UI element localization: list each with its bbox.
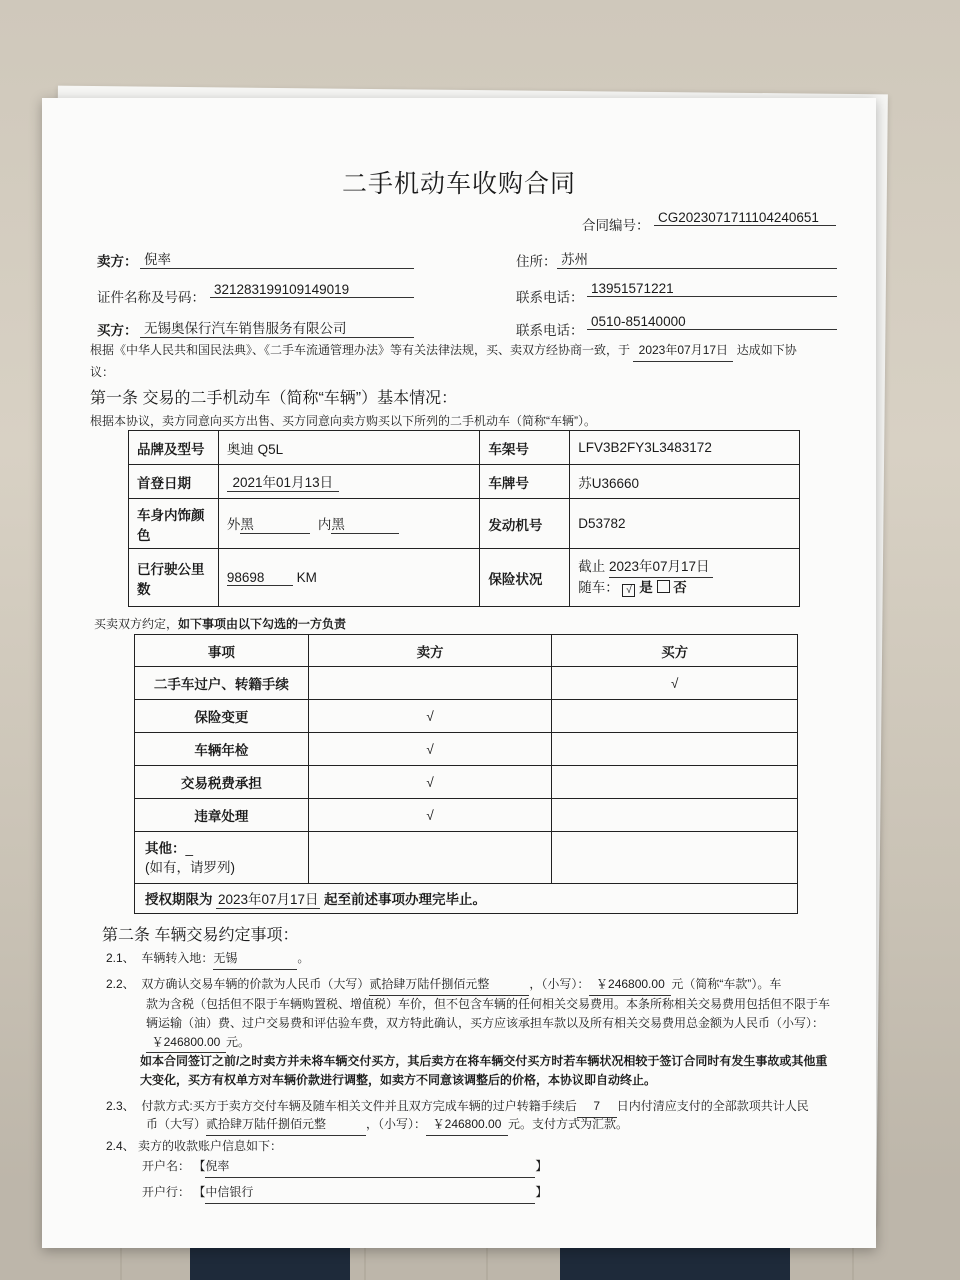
mileage-label: 已行驶公里数 (129, 549, 219, 607)
article-1-title: 第一条 交易的二手机动车（简称“车辆”）基本情况： (90, 390, 458, 407)
seller-id: 321283199109149019 (210, 282, 414, 298)
table-row: 二手车过户、转籍手续 √ (135, 667, 798, 700)
table-row: 交易税费承担 √ (135, 766, 798, 799)
payment-days: 7 (577, 1096, 617, 1118)
seller-address: 苏州 (557, 248, 837, 269)
vehicle-info-table: 品牌及型号 奥迪 Q5L 车架号 LFV3B2FY3L3483172 首登日期 2021年01月13日 车牌号 苏U36660 车身内饰颜色 外黑 内黑 发动机号 D53782 已行驶公里数 98698 KM 保险状况 截止 2023年07月17日 随车： √ 是 否 (128, 430, 800, 607)
buyer-phone: 0510-85140000 (587, 314, 837, 330)
seller-name: 倪率 (140, 248, 414, 269)
account-name: 倪率 (205, 1156, 535, 1178)
payment-number: ￥246800.00 (426, 1114, 508, 1136)
clause-2-4: 2.4、 卖方的收款账户信息如下： (106, 1139, 283, 1153)
clause-2-2: 2.2、 双方确认交易车辆的价款为人民币（大写）贰拾肆万陆仟捌佰元整 ，（小写）： ￥246800.00 元（简称“车款”）。车 (106, 974, 846, 996)
engine-value: D53782 (570, 499, 800, 549)
payment-chinese: 贰拾肆万陆仟捌佰元整 (206, 1114, 366, 1136)
total-price: ￥246800.00 (146, 1033, 226, 1053)
responsibility-table (134, 634, 798, 914)
insurance-no-checkbox[interactable] (657, 580, 670, 593)
price-number: ￥246800.00 (589, 974, 671, 996)
header-seller: 卖方 (308, 635, 552, 667)
brand-value: 奥迪 Q5L (218, 431, 480, 465)
price-chinese: 贰拾肆万陆仟捌佰元整 (369, 974, 529, 996)
article-1-intro: 根据本协议，卖方同意向买方出售、买方同意向卖方购买以下所列的二手机动车（简称“车辆”）。 (90, 414, 596, 428)
clause-2-3: 2.3、 付款方式:买方于卖方交付车辆及随车相关文件并且双方完成车辆的过户转籍手续后 7 日内付清应支付的全部款项共计人民 (106, 1096, 846, 1118)
plate-label: 车牌号 (480, 465, 570, 499)
seller-id-label: 证件名称及号码： (97, 290, 205, 305)
insurance-label: 保险状况 (480, 549, 570, 607)
buyer-label: 买方： (97, 323, 138, 338)
insurance-yes-checkbox[interactable]: √ (622, 584, 635, 597)
contract-no: CG2023071711104240651 (654, 210, 836, 226)
clause-2-1: 2.1、 车辆转入地：无锡 。 (106, 948, 309, 970)
color-label: 车身内饰颜色 (129, 499, 219, 549)
clause-2-2-bold: 如本合同签订之前/之时卖方并未将车辆交付买方，其后卖方在将车辆交付买方时若车辆状况相较于签订合同时有发生事故或其他重 大变化，买方有权单方对车辆价款进行调整，如卖方不同意该调整后的价格，本协议即自动终止。 (140, 1054, 828, 1087)
table-row: 保险变更 √ (135, 700, 798, 733)
interior-color: 黑 (331, 513, 399, 534)
agreement-date: 2023年07月17日 (633, 340, 733, 362)
contract-no-label: 合同编号： (582, 218, 650, 233)
buyer-name: 无锡奥保行汽车销售服务有限公司 (140, 317, 414, 338)
table-row: 车辆年检 √ (135, 733, 798, 766)
contract-page (42, 98, 876, 1248)
document-title: 二手机动车收购合同 (341, 170, 576, 198)
vin-value: LFV3B2FY3L3483172 (570, 431, 800, 465)
bank-name: 中信银行 (205, 1182, 535, 1204)
mileage-value: 98698 (227, 570, 293, 586)
plate-value: 苏U36660 (570, 465, 800, 499)
responsibility-intro: 买卖双方约定，如下事项由以下勾选的一方负责 (94, 617, 347, 631)
header-buyer: 买方 (552, 635, 798, 667)
transfer-city: 无锡 (213, 948, 297, 970)
vin-label: 车架号 (480, 431, 570, 465)
seller-phone-label: 联系电话： (516, 290, 584, 305)
clause-2-2-body: 款为含税（包括但不限于车辆购置税、增值税）车价，但不包含车辆的任何相关交易费用。本条所称相关交易费用包括但不限于车 辆运输（油）费、过户交易费和评估验车费，双方特此确认，买方应该承担车款以及所有相关交易费用总金额为人民币（小写）： ￥246800.00 元。 (146, 995, 846, 1053)
table-row: 违章处理 √ (135, 799, 798, 832)
seller-phone: 13951571221 (587, 281, 837, 297)
bank-row: 开户行： 【中信银行 】 (142, 1182, 547, 1204)
preamble: 根据《中华人民共和国民法典》、《二手车流通管理办法》等有关法律法规，买、卖双方经协商一致，于 2023年07月17日 达成如下协 议： (90, 340, 850, 383)
reg-date-value: 2021年01月13日 (227, 471, 339, 492)
reg-date-label: 首登日期 (129, 465, 219, 499)
insurance-until: 2023年07月17日 (609, 557, 713, 578)
article-2-title: 第二条 车辆交易约定事项： (102, 927, 299, 944)
deadline-row: 授权期限为 2023年07月17日 起至前述事项办理完毕止。 (135, 884, 798, 914)
clause-2-3-line2: 币（大写）贰拾肆万陆仟捌佰元整 ，（小写）： ￥246800.00 元。支付方式为汇款。 (146, 1114, 846, 1136)
seller-address-label: 住所： (516, 254, 557, 269)
account-name-row: 开户名： 【倪率 】 (142, 1156, 547, 1178)
brand-label: 品牌及型号 (129, 431, 219, 465)
other-row: 其他：_ (如有，请罗列) (135, 832, 798, 884)
deadline-date: 2023年07月17日 (216, 888, 320, 909)
exterior-color: 黑 (240, 513, 310, 534)
seller-label: 卖方： (97, 254, 138, 269)
buyer-phone-label: 联系电话： (516, 323, 584, 338)
engine-label: 发动机号 (480, 499, 570, 549)
header-item: 事项 (135, 635, 309, 667)
